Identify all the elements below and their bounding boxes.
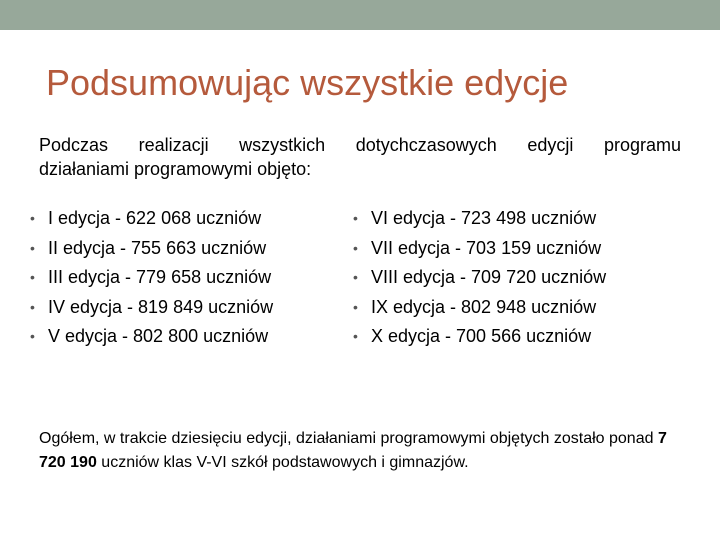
edition-text: VIII edycja - 709 720 uczniów <box>371 267 607 287</box>
intro-line-2: działaniami programowymi objęto: <box>39 159 312 179</box>
bullet-icon: • <box>30 239 35 256</box>
editions-list-left <box>30 204 273 352</box>
list-item <box>353 204 606 234</box>
edition-text: IV edycja - 819 849 uczniów <box>48 296 274 317</box>
bullet-icon: • <box>353 328 358 344</box>
intro-paragraph <box>39 133 681 181</box>
edition-text: IX edycja - 802 948 uczniów <box>371 296 597 317</box>
bullet-icon: • <box>30 328 35 344</box>
edition-text: X edycja - 700 566 uczniów <box>371 326 592 346</box>
list-item <box>30 263 273 293</box>
editions-list-right <box>353 204 606 352</box>
list-item <box>30 234 273 264</box>
edition-text: I edycja - 622 068 uczniów <box>48 208 262 228</box>
bullet-icon: • <box>353 269 358 285</box>
edition-text: V edycja - 802 800 uczniów <box>48 326 269 346</box>
edition-text: III edycja - 779 658 uczniów <box>48 267 272 287</box>
list-item <box>30 322 273 352</box>
bullet-icon: • <box>30 210 35 226</box>
summary-paragraph <box>39 427 689 475</box>
list-item <box>30 204 273 234</box>
bullet-icon: • <box>30 269 35 285</box>
list-item <box>30 293 273 323</box>
bullet-icon: • <box>353 298 358 315</box>
summary-total: 7 720 190 <box>39 430 667 471</box>
list-item <box>353 322 606 352</box>
edition-text: II edycja - 755 663 uczniów <box>48 237 267 258</box>
intro-line-1: Podczas realizacji wszystkich dotychczasowych edycji programu <box>39 135 681 155</box>
list-item <box>353 234 606 264</box>
slide-title: Podsumowując wszystkie edycje <box>46 62 569 103</box>
bullet-icon: • <box>353 239 358 256</box>
edition-text: VII edycja - 703 159 uczniów <box>371 237 602 258</box>
edition-text: VI edycja - 723 498 uczniów <box>371 208 597 228</box>
list-item <box>353 263 606 293</box>
list-item <box>353 293 606 323</box>
bullet-icon: • <box>353 210 358 226</box>
bullet-icon: • <box>30 298 35 315</box>
top-decorative-band <box>0 0 720 30</box>
summary-text-start: Ogółem, w trakcie dziesięciu edycji, działaniami programowymi objętych zostało ponad <box>39 430 658 447</box>
summary-text-end: uczniów klas V-VI szkół podstawowych i gimnazjów. <box>96 454 469 471</box>
